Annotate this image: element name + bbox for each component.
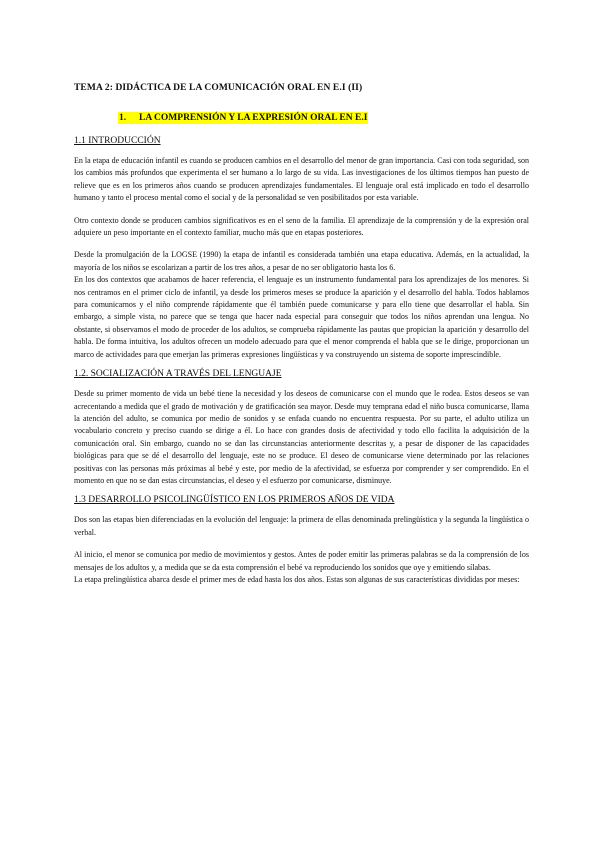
section-title-desarrollo: 1.3 DESARROLLO PSICOLINGÜÍSTICO EN LOS PRIMEROS AÑOS DE VIDA bbox=[74, 495, 395, 506]
highlighted-heading bbox=[118, 112, 368, 124]
paragraph: La etapa prelingüística abarca desde el primer mes de edad hasta los dos años. Estas son algunas de sus características divididas por meses: bbox=[74, 574, 520, 584]
paragraph: En la etapa de educación infantil es cuando se producen cambios en el desarrollo del menor de gran importancia. Casi con toda seguridad, son los cambios más profundos que experimenta el ser humano a lo largo de su vida. Las investigaciones de los últimos tiempos han puesto de relieve que es en los primeros años cuando se producen aprendizajes fundamentales. El lenguaje oral está implicado en todo el desarrollo humano y tanto el proceso mental como el social y de la personalidad se ven posibilitados por esta variable. bbox=[74, 156, 529, 203]
paragraph: Desde su primer momento de vida un bebé tiene la necesidad y los deseos de comunicarse con el mundo que le rodea. Estos deseos se van acrecentando a medida que el grado de motivación y de gratificación sea mayor. Desde muy temprana edad el niño busca comunicarse, llama la atención del adulto, se comunica por medio de sonidos y se enfada cuando no encuentra respuesta. Por su parte, el adulto utiliza un vocabulario concreto y preciso cuando se dirige a él. Lo hace con grandes dosis de afectividad y todo ello facilita la adquisición de la comunicación oral. Sin embargo, cuando no se dan las circunstancias anteriormente descritas y, a pesar de disponer de las capacidades biológicas para que se dé el desarrollo del lenguaje, este no se produce. El deseo de comunicarse viene determinado por las relaciones positivas con las personas más próximas al bebé y este, por medio de la afectividad, se esfuerza por comprender y ser comprendido. En el momento en que no se dan estas circunstancias, el deseo y el esfuerzo por comunicarse, disminuye. bbox=[74, 389, 529, 485]
main-heading bbox=[118, 107, 529, 125]
paragraph: Dos son las etapas bien diferenciadas en la evolución del lenguaje: la primera de ellas denominada prelingüística y la segunda la lingüística o verbal. bbox=[74, 515, 529, 537]
paragraph: En los dos contextos que acabamos de hacer referencia, el lenguaje es un instrumento fundamental para los aprendizajes de los menores. Si nos centramos en el primer ciclo de infantil, ya desde los primeros meses se produce la aparición y el desarrollo del habla. Todos hablamos para comunicarnos y el niño comprende rápidamente que él también puede comunicarse y para ello tiene que desarrollar el habla. Sin embargo, a simple vista, no parece que se tenga que hacer nada especial para conseguir que todos los niños aprendan una lengua. No obstante, si observamos el modo de proceder de los adultos, se comprueba rápidamente las pautas que propician la aparición y desarrollo del habla. De forma intuitiva, los adultos ofrecen un modelo adecuado para que el menor comprenda el habla que se le dirige, proporcionan un marco de actividades para que emerjan las primeras expresiones lingüísticas y va construyendo un sistema de soporte imprescindible. bbox=[74, 275, 529, 359]
heading-text: LA COMPRENSIÓN Y LA EXPRESIÓN ORAL EN E.I bbox=[139, 113, 368, 123]
section-title-introduccion: 1.1 INTRODUCCIÓN bbox=[74, 136, 161, 146]
document-body bbox=[74, 83, 529, 586]
paragraph: Desde la promulgación de la LOGSE (1990) la etapa de infantil es considerada también una etapa educativa. Además, en la actualidad, la mayoría de los niños se escolarizan a partir de los tres años, a pesar de no ser obligatorio hasta los 6. bbox=[74, 250, 529, 272]
document-title: TEMA 2: DIDÁCTICA DE LA COMUNICACIÓN ORAL EN E.I (II) bbox=[74, 83, 363, 93]
paragraph: Otro contexto donde se producen cambios significativos es en el seno de la familia. El aprendizaje de la comprensión y de la expresión oral adquiere un peso importante en el contexto familiar, mucho más que en etapas posteriores. bbox=[74, 215, 529, 238]
section-title-socializacion: 1.2. SOCIALIZACIÓN A TRAVÉS DEL LENGUAJE bbox=[74, 369, 282, 380]
paragraph: Al inicio, el menor se comunica por medio de movimientos y gestos. Antes de poder emitir las primeras palabras se da la comprensión de los mensajes de los adultos y, a medida que se da esta comprensión el bebé va reproduciendo los sonidos que oye y emitiendo sílabas. bbox=[74, 550, 529, 572]
heading-number: 1. bbox=[119, 113, 127, 123]
